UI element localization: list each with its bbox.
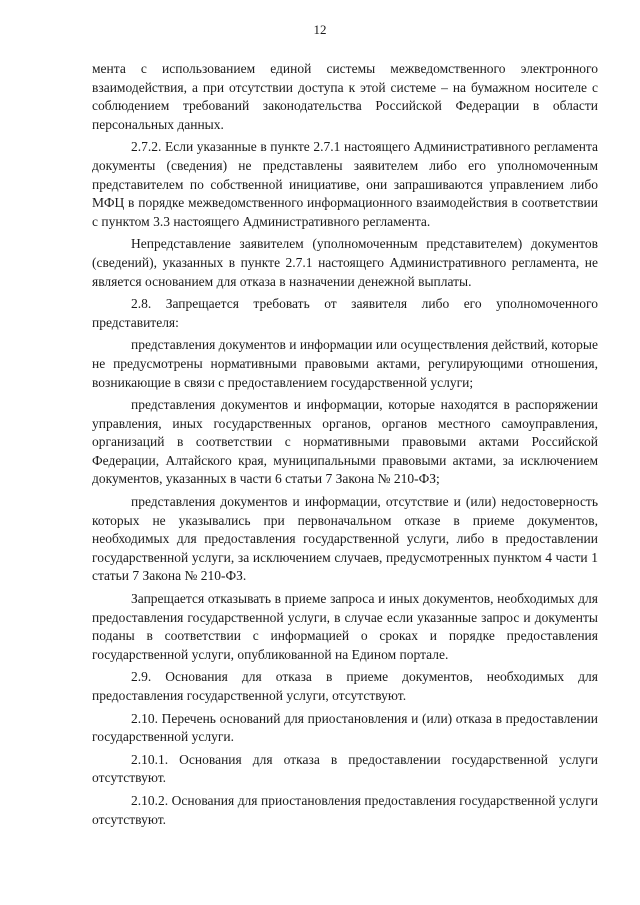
paragraph-refusal-prohibition: Запрещается отказывать в приеме запроса и иных документов, необходимых для предоставления государственной услуги, в случае если указанные запрос и документы поданы в соответствии с информацией о сроках и порядке предоставления государственной услуги, опубликованной на Едином портале. <box>92 591 598 662</box>
paragraph-2-8: 2.8. Запрещается требовать от заявителя либо его уполномоченного представителя: <box>92 296 598 330</box>
paragraph-2-7-2: 2.7.2. Если указанные в пункте 2.7.1 настоящего Административного регламента документы (сведения) не представлены заявителем либо его уполномоченным представителем по собственной инициативе, они запрашиваются управлением либо МФЦ в порядке межведомственного информационного взаимодействия в соответствии с пунктом 3.3 настоящего Административного регламента. <box>92 139 598 229</box>
paragraph-2-9: 2.9. Основания для отказа в приеме документов, необходимых для предоставления государственной услуги, отсутствуют. <box>92 669 598 703</box>
document-body <box>92 60 598 829</box>
paragraph-continuation: мента с использованием единой системы межведомственного электронного взаимодействия, а при отсутствии доступа к этой системе – на бумажном носителе с соблюдением требований законодательства Российской Федерации в области персональных данных. <box>92 61 598 132</box>
paragraph-2-10: 2.10. Перечень оснований для приостановления и (или) отказа в предоставлении государственной услуги. <box>92 710 598 745</box>
page-number: 12 <box>313 22 327 37</box>
paragraph-2-10-1: 2.10.1. Основания для отказа в предоставлении государственной услуги отсутствуют. <box>92 751 598 786</box>
paragraph-2-8-item-2: представления документов и информации, которые находятся в распоряжении управления, иных государственных органов, органов местного самоуправления, организаций в соответствии с нормативными правовыми актами Российской Федерации, Алтайского края, муниципальными правовыми актами, за исключением документов, указанных в части 6 статьи 7 Закона № 210-ФЗ; <box>92 397 598 487</box>
paragraph-2-8-item-3: представления документов и информации, отсутствие и (или) недостоверность которых не указывались при первоначальном отказе в приеме документов, необходимых для предоставления государственной услуги, либо в предоставлении государственной услуги, за исключением случаев, предусмотренных пунктом 4 части 1 статьи 7 Закона № 210-ФЗ. <box>92 494 598 584</box>
paragraph-2-8-item-1: представления документов и информации или осуществления действий, которые не предусмотрены нормативными правовыми актами, регулирующими отношения, возникающие в связи с предоставлением государственной услуги; <box>92 337 598 390</box>
paragraph-2-10-2: 2.10.2. Основания для приостановления предоставления государственной услуги отсутствуют. <box>92 792 598 827</box>
paragraph-non-submission: Непредставление заявителем (уполномоченным представителем) документов (сведений), указанных в пункте 2.7.1 настоящего Административного регламента, не является основанием для отказа в назначении денежной выплаты. <box>92 236 598 289</box>
